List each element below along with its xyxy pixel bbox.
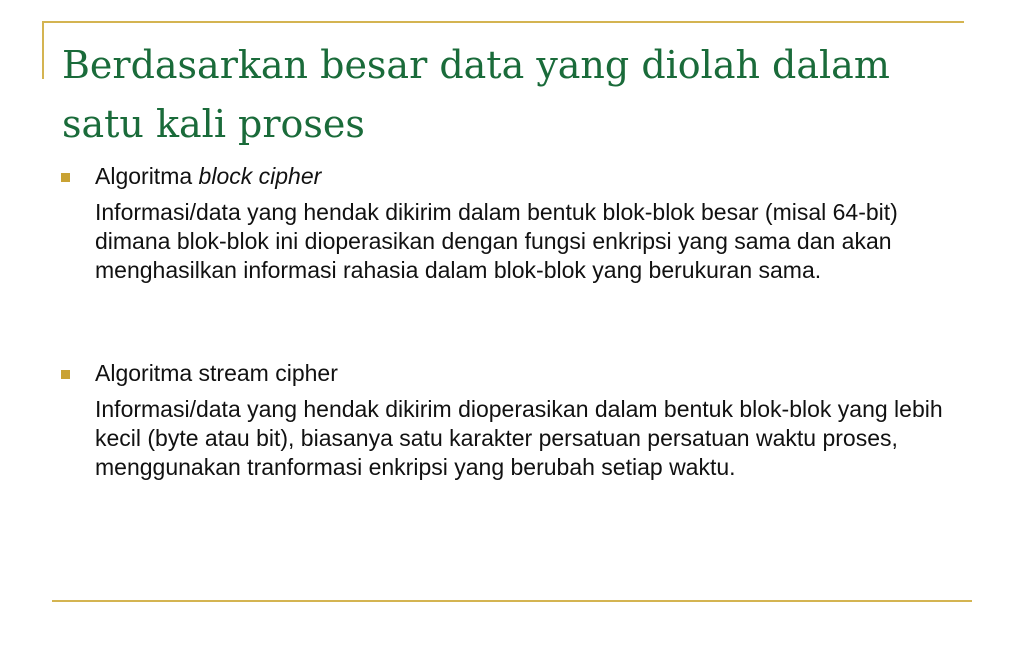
- bullet-heading-text: Algoritma: [95, 163, 199, 189]
- left-accent-line: [42, 21, 44, 79]
- bullet-heading: [95, 357, 338, 389]
- bottom-divider-line: [52, 600, 972, 602]
- bullet-heading: [95, 160, 321, 192]
- bullet-heading-italic: block cipher: [198, 163, 322, 189]
- bullet-description: Informasi/data yang hendak dikirim dalam bentuk blok-blok besar (misal 64-bit) dimana blok-blok ini dioperasikan dengan fungsi enkripsi yang sama dan akan menghasilkan informasi rahasia dalam blok-blok yang berukuran sama.: [95, 199, 898, 283]
- bullet-description: Informasi/data yang hendak dikirim dioperasikan dalam bentuk blok-blok yang lebih kecil (byte atau bit), biasanya satu karakter persatuan persatuan waktu proses, menggunakan tranformasi enkripsi yang berubah setiap waktu.: [95, 396, 943, 480]
- slide-title: Berdasarkan besar data yang diolah dalam satu kali proses: [62, 43, 890, 146]
- top-divider-line: [42, 21, 964, 23]
- square-bullet-icon: [61, 370, 70, 379]
- square-bullet-icon: [61, 173, 70, 182]
- bullet-heading-text: Algoritma stream cipher: [95, 360, 338, 386]
